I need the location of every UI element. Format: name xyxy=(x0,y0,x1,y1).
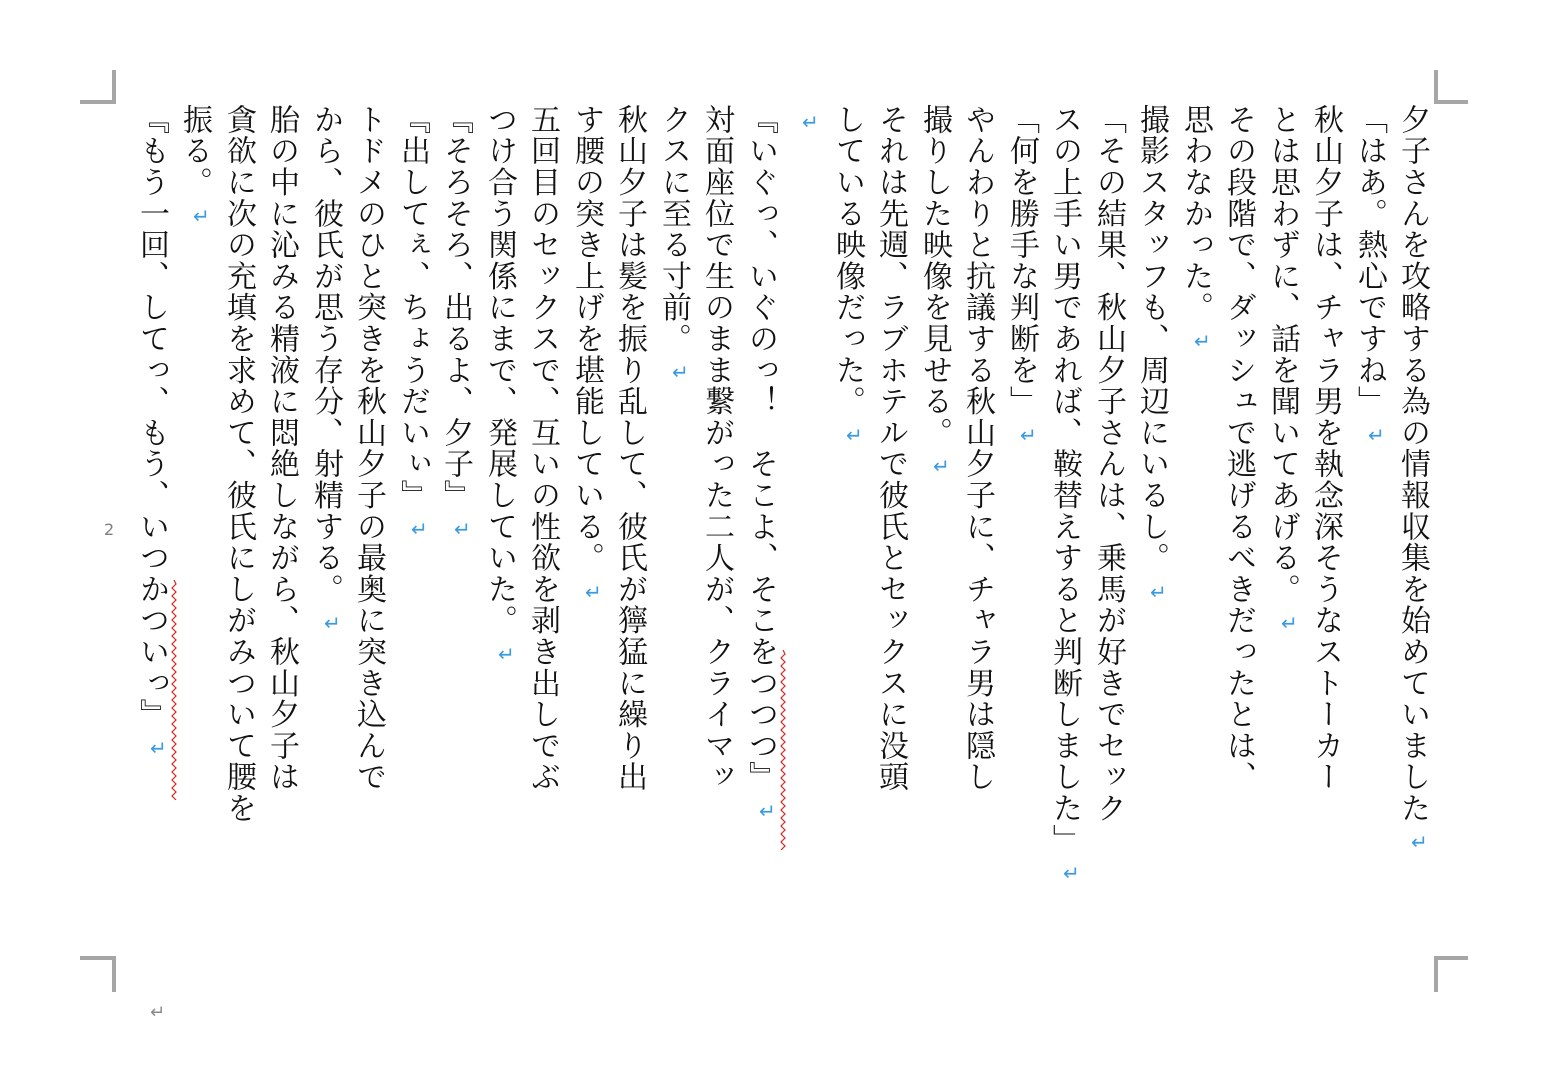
column-text: 『出してぇ、ちょうだいぃ』 xyxy=(395,104,430,511)
text-column xyxy=(433,104,477,984)
text-column xyxy=(346,104,390,984)
crop-mark-bottom-right xyxy=(1434,956,1468,960)
text-column xyxy=(1086,104,1130,984)
column-text: 対面座位で生のまま繋がった二人が、クライマッ xyxy=(699,104,734,793)
paragraph-mark-icon: ↵ xyxy=(1149,579,1169,604)
text-column xyxy=(912,104,956,984)
text-column xyxy=(607,104,651,984)
column-text: 『いぐっ、いぐのっ！ そこよ、そこをつつつ』 xyxy=(743,104,778,793)
text-column xyxy=(738,104,782,984)
column-text: スの上手い男であれば、鞍替えすると判断しました」 xyxy=(1047,104,1082,856)
text-column xyxy=(868,104,912,984)
text-column xyxy=(999,104,1043,984)
column-text: 秋山夕子は、チャラ男を執念深そうなストーカー xyxy=(1308,104,1343,793)
text-column xyxy=(1347,104,1391,984)
end-of-document-mark: ↵ xyxy=(150,1002,166,1023)
column-text: その段階で、ダッシュで逃げるべきだったとは、 xyxy=(1221,104,1256,793)
column-text: 夕子さんを攻略する為の情報収集を始めていました xyxy=(1395,104,1430,824)
text-column xyxy=(303,104,347,984)
column-text: 「何を勝手な判断を」 xyxy=(1004,104,1039,417)
column-text: 撮影スタッフも、周辺にいるし。 xyxy=(1134,104,1169,574)
column-text: トドメのひと突きを秋山夕子の最奥に突き込んで xyxy=(351,104,386,793)
column-text: 振る。 xyxy=(177,104,212,198)
paragraph-mark-icon: ↵ xyxy=(584,579,604,604)
text-column xyxy=(564,104,608,984)
text-column xyxy=(1129,104,1173,984)
paragraph-mark-icon: ↵ xyxy=(149,736,169,760)
text-column xyxy=(259,104,303,984)
column-text: クスに至る寸前。 xyxy=(656,104,691,355)
column-text: している映像だった。 xyxy=(830,104,865,417)
text-column xyxy=(1390,104,1434,984)
text-column xyxy=(1260,104,1304,984)
crop-mark-top-right-v xyxy=(1434,70,1438,104)
paragraph-mark-icon: ↵ xyxy=(801,110,821,134)
text-column xyxy=(520,104,564,984)
column-text: 撮りした映像を見せる。 xyxy=(917,104,952,449)
column-text: 秋山夕子は髪を振り乱して、彼氏が獰猛に繰り出 xyxy=(612,104,647,793)
crop-mark-top-left-v xyxy=(112,70,116,104)
text-column xyxy=(1303,104,1347,984)
text-column xyxy=(172,104,216,984)
paragraph-mark-icon: ↵ xyxy=(410,516,430,541)
column-text: 思わなかった。 xyxy=(1178,104,1213,324)
paragraph-mark-icon: ↵ xyxy=(497,642,517,667)
column-text: 「その結果、秋山夕子さんは、乗馬が好きでセック xyxy=(1091,104,1126,824)
column-text: 胎の中に沁みる精液に悶絶しながら、秋山夕子は xyxy=(264,104,299,793)
column-text: 五回目のセックスで、互いの性欲を剥き出しでぶ xyxy=(525,104,560,793)
column-text: 貪欲に次の充填を求めて、彼氏にしがみついて腰を xyxy=(221,104,256,824)
text-column xyxy=(216,104,260,984)
crop-mark-top-left xyxy=(80,100,116,104)
crop-mark-top-right xyxy=(1434,100,1468,104)
text-column xyxy=(955,104,999,984)
text-column xyxy=(1173,104,1217,984)
crop-mark-bottom-left-v xyxy=(112,956,116,992)
column-text: やんわりと抗議する秋山夕子に、チャラ男は隠し xyxy=(960,104,995,793)
text-column xyxy=(651,104,695,984)
spellcheck-underline xyxy=(171,580,177,800)
text-column xyxy=(781,104,825,984)
spellcheck-underline xyxy=(780,650,786,850)
column-text: 『そろそろ、出るよ、夕子』 xyxy=(438,104,473,511)
column-text: から、彼氏が思う存分、射精する。 xyxy=(308,104,343,605)
page-number: 2 xyxy=(104,520,115,539)
paragraph-mark-icon: ↵ xyxy=(758,798,778,823)
crop-mark-bottom-right-v xyxy=(1434,956,1438,992)
text-column xyxy=(477,104,521,984)
column-text: す腰の突き上げを堪能している。 xyxy=(569,104,604,574)
text-column xyxy=(129,104,173,984)
text-column xyxy=(825,104,869,984)
paragraph-mark-icon: ↵ xyxy=(192,203,212,228)
column-text: 『もう一回、してっ、もう、いつかついっ』 xyxy=(134,104,169,730)
paragraph-mark-icon: ↵ xyxy=(323,610,343,635)
paragraph-mark-icon: ↵ xyxy=(1062,861,1082,886)
text-column xyxy=(1042,104,1086,984)
column-text: 「はあ。熱心ですね」 xyxy=(1352,104,1387,417)
column-text: つけ合う関係にまで、発展していた。 xyxy=(482,104,517,637)
paragraph-mark-icon: ↵ xyxy=(1193,329,1213,354)
paragraph-mark-icon: ↵ xyxy=(1019,423,1039,447)
paragraph-mark-icon: ↵ xyxy=(453,516,473,541)
paragraph-mark-icon: ↵ xyxy=(845,423,865,447)
column-text: それは先週、ラブホテルで彼氏とセックスに没頭 xyxy=(873,104,908,793)
paragraph-mark-icon: ↵ xyxy=(671,360,691,385)
text-column xyxy=(1216,104,1260,984)
paragraph-mark-icon: ↵ xyxy=(932,454,952,479)
paragraph-mark-icon: ↵ xyxy=(1410,829,1430,854)
paragraph-mark-icon: ↵ xyxy=(1280,610,1300,635)
text-column xyxy=(390,104,434,984)
paragraph-mark-icon: ↵ xyxy=(1367,423,1387,447)
crop-mark-bottom-left xyxy=(80,956,116,960)
column-text: とは思わずに、話を聞いてあげる。 xyxy=(1265,104,1300,605)
text-column xyxy=(694,104,738,984)
